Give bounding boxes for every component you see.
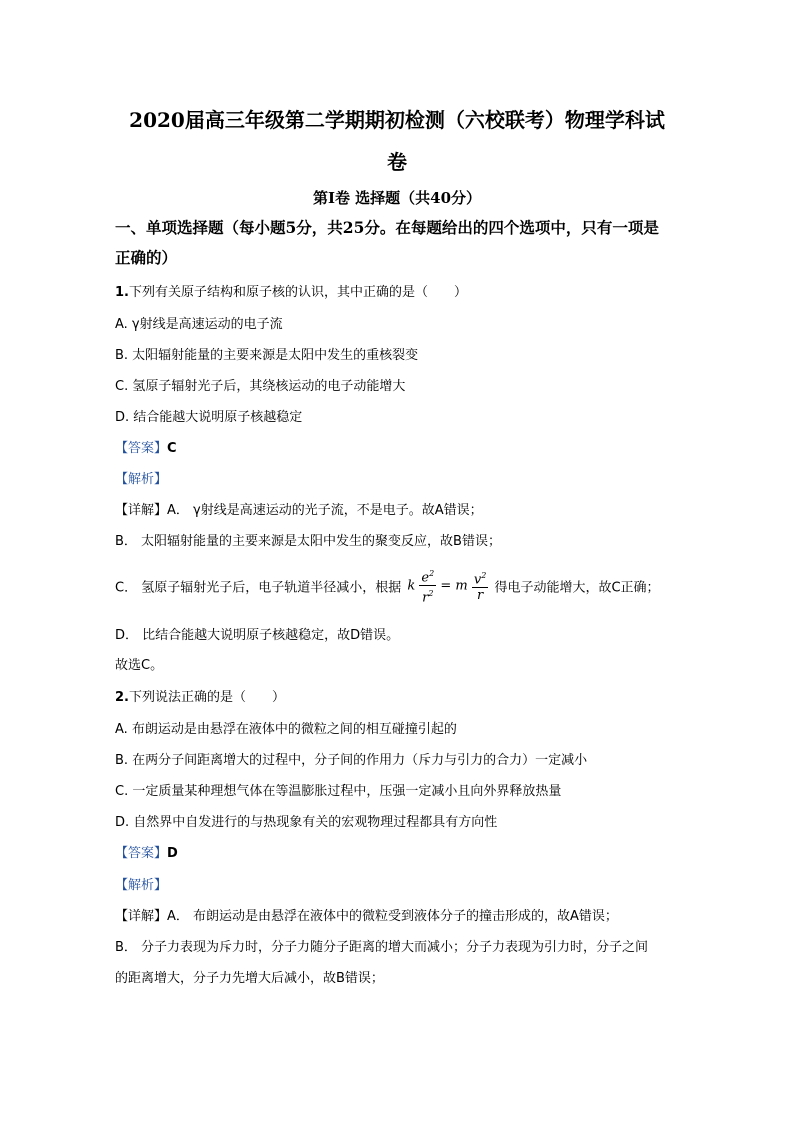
question-1-answer: [115, 437, 695, 456]
part-title: 第Ⅰ卷 选择题（共40分）: [312, 189, 482, 207]
detail-tag: 【详解】: [115, 503, 168, 518]
question-1-stem: [115, 281, 695, 300]
formula-v: v: [473, 572, 482, 588]
question-2-option-b: B. 在两分子间距离增大的过程中，分子间的作用力（斥力与引力的合力）一定减小: [115, 753, 588, 768]
question-2-detail-a: [115, 905, 695, 924]
fraction-e2-r2: $\frac{e^2}{r^2}$: [419, 566, 436, 606]
question-number: 1.: [115, 285, 129, 300]
detail-text: A． γ射线是高速运动的光子流，不是电子。故A错误；: [167, 503, 483, 518]
answer-tag: 【答案】: [115, 441, 168, 456]
answer-value: D: [167, 846, 178, 861]
question-1-option-b: B. 太阳辐射能量的主要来源是太阳中发生的重核裂变: [115, 348, 419, 363]
answer-value: C: [167, 441, 177, 456]
question-1-detail-b: B． 太阳辐射能量的主要来源是太阳中发生的聚变反应，故B错误；: [115, 534, 501, 549]
document-title-continued: 卷: [387, 150, 407, 174]
coulomb-formula: k $\frac{e^2}{r^2}$ = m $\frac{v^2}{r}$: [407, 566, 488, 606]
question-1-option-d: D. 结合能越大说明原子核越稳定: [115, 410, 303, 425]
question-1-conclusion: 故选C。: [115, 658, 164, 673]
question-1-detail-d: D． 比结合能越大说明原子核越稳定，故D错误。: [115, 628, 400, 643]
detail-text: C． 氢原子辐射光子后，电子轨道半径减小，根据: [115, 580, 402, 596]
formula-r: r: [476, 588, 484, 604]
question-1-option-a: A. γ射线是高速运动的电子流: [115, 317, 283, 332]
fraction-v2-r: $\frac{v^2}{r}$: [472, 568, 488, 603]
question-1-analysis-tag: 【解析】: [115, 472, 168, 487]
question-2-detail-b: B． 分子力表现为斥力时，分子力随分子距离的增大而减小；分子力表现为引力时，分子之间: [115, 940, 649, 955]
detail-text: 得电子动能增大，故C正确；: [494, 580, 660, 596]
question-number: 2.: [115, 690, 129, 705]
question-2-option-d: D. 自然界中自发进行的与热现象有关的宏观物理过程都具有方向性: [115, 815, 498, 830]
detail-tag: 【详解】: [115, 909, 168, 924]
question-2-option-c: C. 一定质量某种理想气体在等温膨胀过程中，压强一定减小且向外界释放热量: [115, 784, 562, 799]
question-1-detail-a: [115, 499, 695, 518]
formula-r: r: [422, 590, 429, 606]
question-2-analysis-tag: 【解析】: [115, 878, 168, 893]
formula-e: e: [421, 570, 430, 586]
formula-k: k: [407, 578, 416, 594]
section-heading-continued: 正确的）: [115, 248, 178, 267]
document-title: 2020届高三年级第二学期期初检测（六校联考）物理学科试: [129, 108, 665, 132]
question-text: 下列说法正确的是（ ）: [128, 690, 285, 705]
question-1-option-c: C. 氢原子辐射光子后，其绕核运动的电子动能增大: [115, 379, 406, 394]
section-heading: 一、单项选择题（每小题5分，共25分。在每题给出的四个选项中，只有一项是: [115, 218, 659, 237]
question-2-stem: [115, 686, 695, 705]
formula-m: m: [455, 578, 468, 594]
question-2-answer: [115, 842, 695, 861]
question-2-option-a: A. 布朗运动是由悬浮在液体中的微粒之间的相互碰撞引起的: [115, 722, 457, 737]
detail-text: A． 布朗运动是由悬浮在液体中的微粒受到液体分子的撞击形成的，故A错误；: [167, 909, 618, 924]
question-1-detail-c: [115, 566, 695, 606]
question-2-detail-b-continued: 的距离增大，分子力先增大后减小，故B错误；: [115, 971, 384, 986]
answer-tag: 【答案】: [115, 846, 168, 861]
question-text: 下列有关原子结构和原子核的认识，其中正确的是（ ）: [128, 285, 467, 300]
